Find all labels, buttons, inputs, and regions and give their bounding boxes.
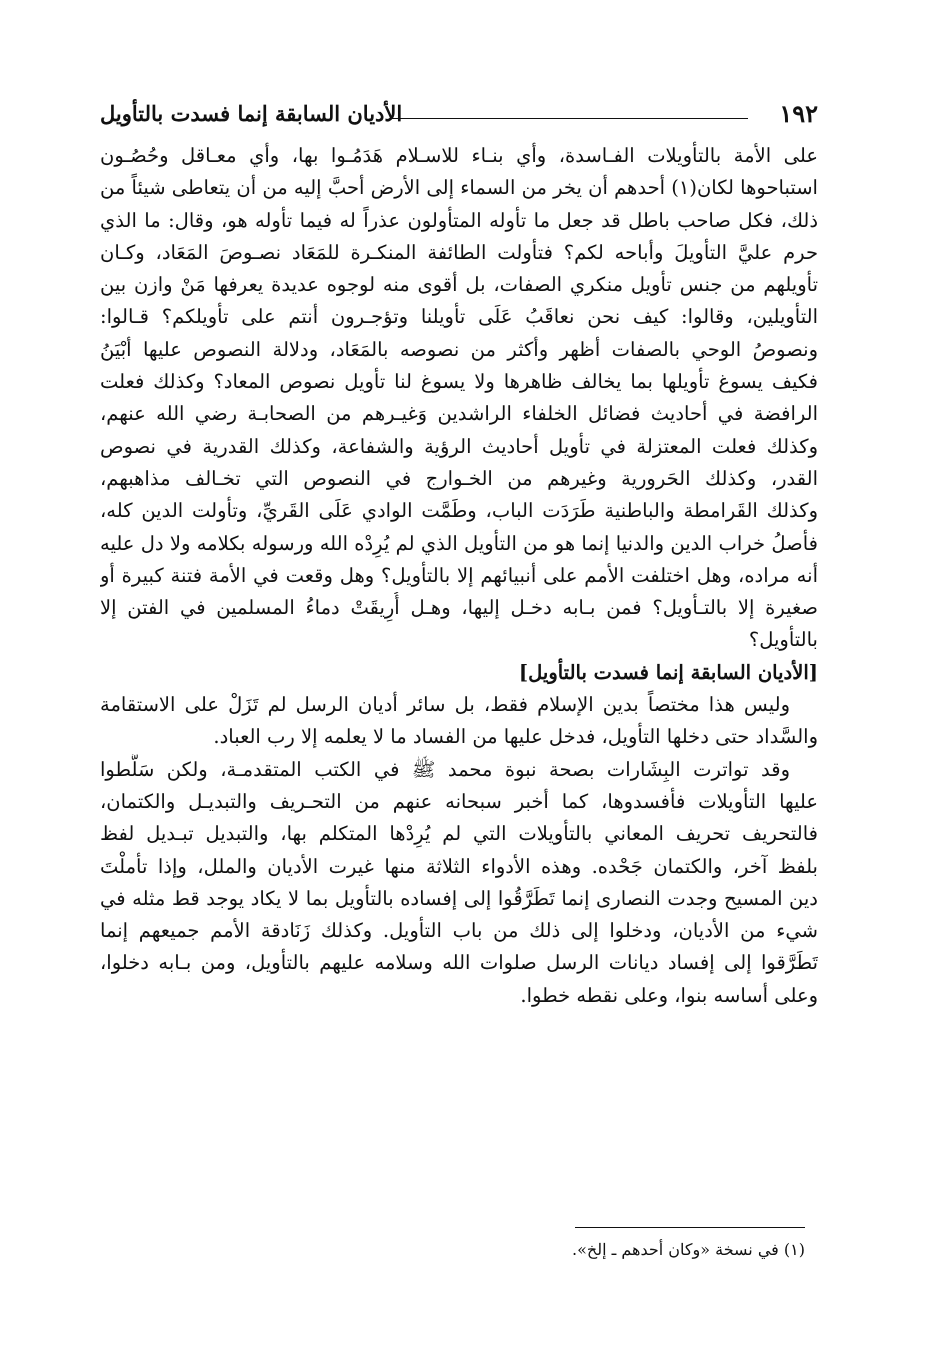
text-line: ذلك، فكل صاحب باطل قد جعل ما تأوله المتأولون عذراً له فيما تأوله هو، وقال: ما الذي <box>100 208 818 232</box>
text-line: فكيف يسوغ تأويلها بما يخالف ظاهرها ولا يسوغ لنا تأويل نصوص المعاد؟ وكذلك فعلت <box>100 370 818 394</box>
header-rule <box>390 118 748 119</box>
text-line: والسَّداد حتى دخلها التأويل، فدخل عليها من الفساد ما لا يعلمه إلا رب العباد. <box>213 725 818 749</box>
text-line: صغيرة إلا بالتـأويل؟ فمن بـابه دخـل إليها، وهـل أُرِيقَتْ دماءُ المسلمين في الفتن إلا <box>100 596 818 620</box>
text-line: على الأمة بالتأويلات الفـاسدة، وأي بنـاء للاسـلام هَدَمُـوا بها، وأي معـاقل وحُصُـون <box>100 144 818 167</box>
text-line: وليس هذا مختصاً بدين الإسلام فقط، بل سائر أديان الرسل لم تَزَلْ على الاستقامة <box>100 693 790 717</box>
text-line: تأويلهم من جنس تأويل منكري الصفات، بل أقوى منه لوجوه عديدة يعرفها مَنْ وازن بين <box>100 273 818 297</box>
running-title: الأديان السابقة إنما فسدت بالتأويل <box>100 101 403 126</box>
text-line: بالتأويل؟ <box>748 628 818 652</box>
page-header <box>100 98 818 130</box>
text-line: بلفظ آخر، والكتمان جَحْده. وهذه الأدواء الثلاثة منها غيرت الأديان والملل، وإذا تأملْتَ <box>100 854 818 878</box>
page-number: ١٩٢ <box>779 99 818 128</box>
text-line: عليها التأويلات فأفسدوها، كما أخبر سبحانه عنهم من التحـريف والتبديـل والكتمان، <box>100 789 818 813</box>
footnote: (١) في نسخة «وكان أحدهم ـ إلخ». <box>571 1240 805 1259</box>
section-heading: [الأديان السابقة إنما فسدت بالتأويل] <box>518 660 818 684</box>
main-text <box>100 140 818 1012</box>
text-line: وقد تواترت البِشَارات بصحة نبوة محمد ﷺ في الكتب المتقدمـة، ولكن سَلَّطوا <box>100 757 790 781</box>
text-line: استباحوها لكان(١) أحدهم أن يخر من السماء إلى الأرض أحبَّ إليه من أن يتعاطى شيئاً من <box>100 176 818 200</box>
text-line: فأصلُ خراب الدين والدنيا إنما هو من التأويل الذي لم يُرِدْه الله ورسوله بكلامه ولا دل عليه <box>100 531 818 555</box>
footnote-rule <box>575 1227 805 1228</box>
text-line: التأويلين، وقالوا: كيف نحن نعاقَبُ عَلَى تأويلنا وتؤجـرون أنتم على تأويلكم؟ قـالوا: <box>100 305 818 329</box>
text-line: الرافضة في أحاديث فضائل الخلفاء الراشدين وَغيـرهم من الصحابـة رضي الله عنهم، <box>100 402 818 426</box>
text-line: دين المسيح وجدت النصارى إنما تَطَرَّقُوا إلى إفساده بالتأويل بما لا يكاد يوجد قط مثله في <box>100 886 818 910</box>
text-line: وكذلك فعلت المعتزلة في تأويل أحاديث الرؤية والشفاعة، وكذلك القدرية في نصوص <box>100 434 818 458</box>
text-line: تَطَرَّقوا إلى إفساد ديانات الرسل صلوات الله وسلامه عليهم بالتأويل، ومن بـابه دخلوا، <box>100 951 818 975</box>
text-line: ونصوصُ الوحي بالصفات أظهر وأكثر من نصوصه بالمَعَاد، ودلالة النصوص عليها أبْيَنُ <box>100 337 818 361</box>
text-line: حرم عليَّ التأويلَ وأباحه لكم؟ فتأولت الطائفة المنكـرة للمَعَاد نصـوصَ المَعَاد، وكـان <box>100 240 818 264</box>
text-line: فالتحريف تحريف المعاني بالتأويلات التي لم يُرِدْها المتكلم بها، والتبديل تبـديل لفظ <box>100 822 818 846</box>
text-line: القدر، وكذلك الحَرورية وغيرهم من الخـوارج في النصوص التي تخـالف مذاهبهم، <box>100 466 818 490</box>
text-line: أنه مراده، وهل اختلفت الأمم على أنبيائهم إلا بالتأويل؟ وهل وقعت في الأمة فتنة كبيرة أو <box>100 563 818 587</box>
text-line: وكذلك القَرامطة والباطنية طَرَدَت الباب، وطَمَّت الوادي عَلَى القَريِّ، وتأولت الدين كله، <box>100 499 818 523</box>
text-line: وعلى أساسه بنوا، وعلى نقطه خطوا. <box>520 983 818 1007</box>
text-line: شيء من الأديان، ودخلوا إلى ذلك من باب التأويل. وكذلك زَنَادقة الأمم جميعهم إنما <box>100 919 818 943</box>
